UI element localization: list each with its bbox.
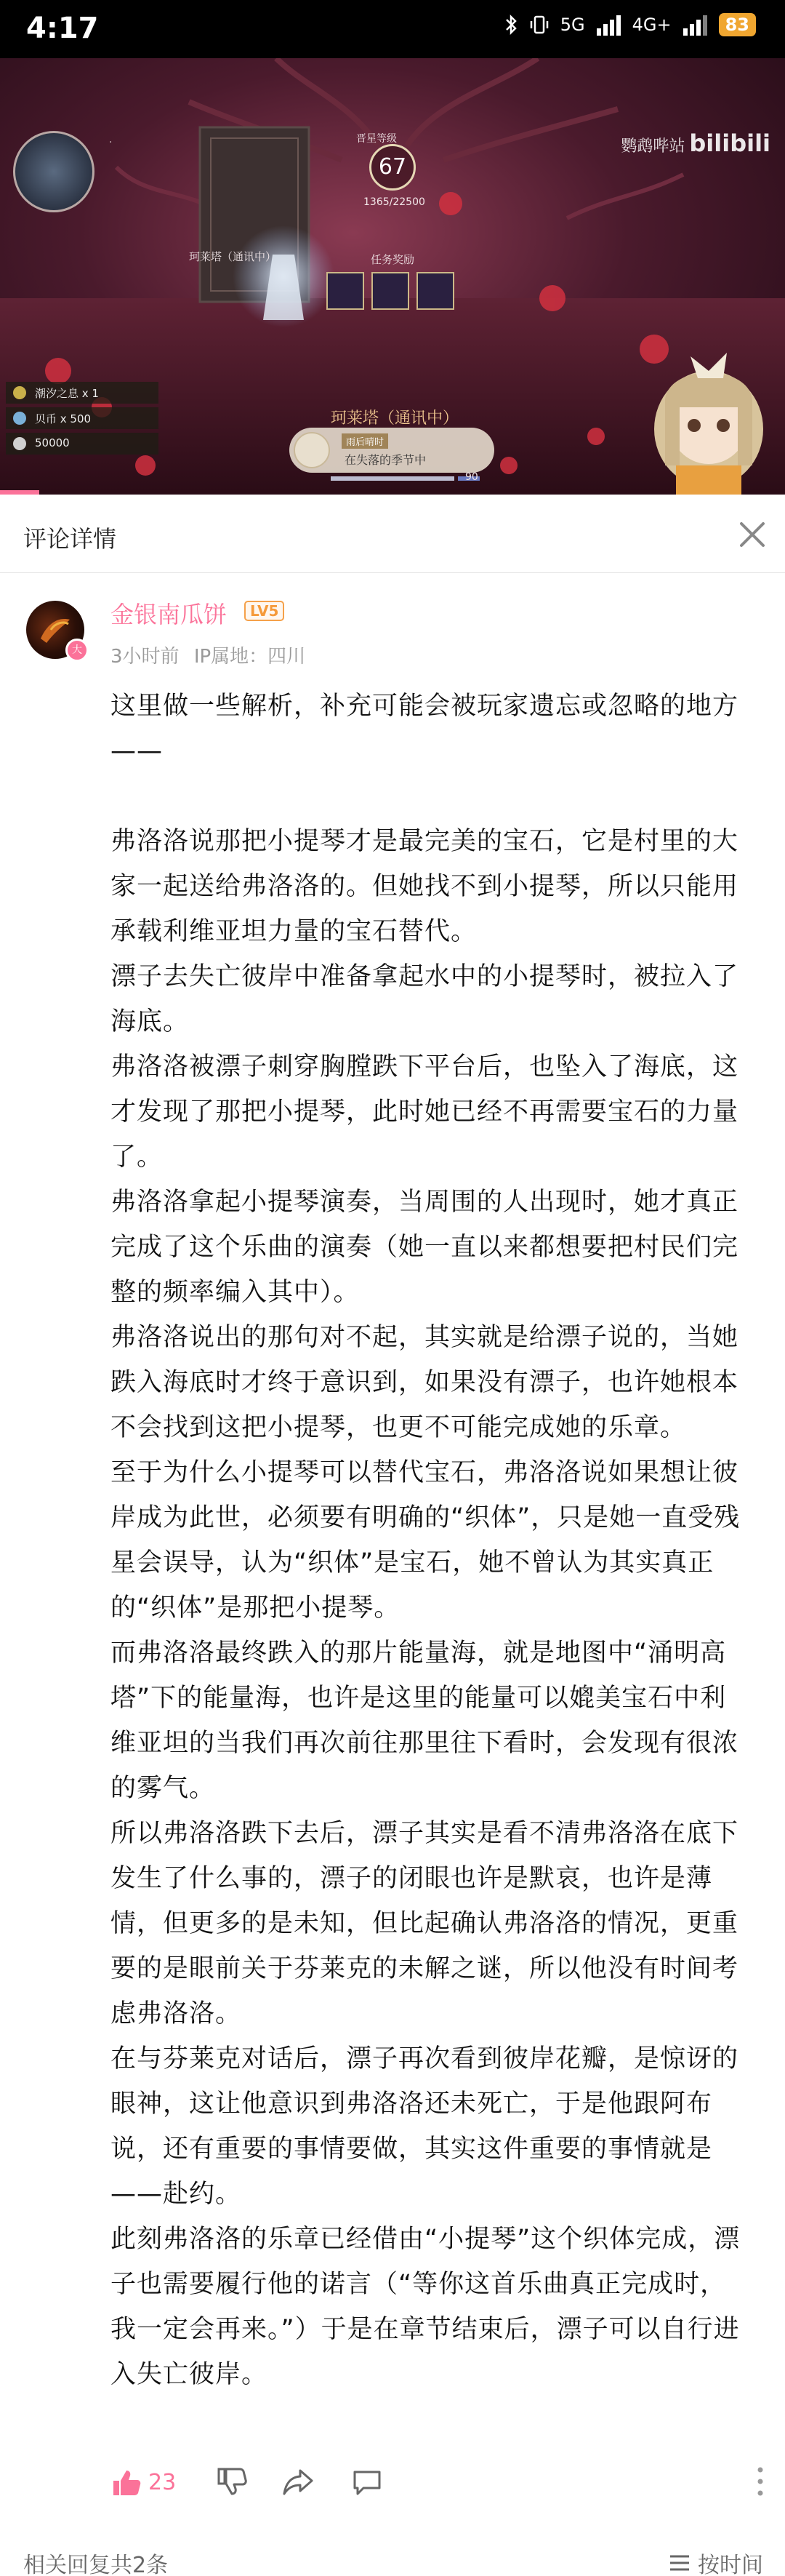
network-label: 5G xyxy=(560,15,585,35)
avatar[interactable] xyxy=(26,601,84,659)
minimap[interactable] xyxy=(13,131,94,212)
comment-paragraph: 此刻弗洛洛的乐章已经借由“小提琴”这个织体完成，漂子也需要履行他的诺言（“等你这首乐曲真正完成时，我一定会再来。”）于是在章节结束后，漂子可以自行进入失亡彼岸。 xyxy=(110,2225,741,2389)
share-icon xyxy=(281,2466,315,2498)
quest-hint-title: 雨后晴时 xyxy=(342,433,388,449)
quest-hint-icon xyxy=(294,432,330,468)
character-name-big: 珂莱塔（通讯中） xyxy=(331,409,459,428)
comment-bubble-icon xyxy=(350,2466,384,2498)
comment-paragraph: 弗洛洛说那把小提琴才是最完美的宝石，它是村里的大家一起送给弗洛洛的。但她找不到小提琴，所以只能用承载利维亚坦力量的宝石替代。 xyxy=(110,827,739,946)
timer-text: 90 xyxy=(465,471,478,483)
hud-item-2: 贝币 x 500 xyxy=(6,407,158,429)
signal2-icon xyxy=(683,14,707,36)
share-button[interactable] xyxy=(281,2464,315,2500)
avatar-badge: 大 xyxy=(65,639,89,662)
comment-meta xyxy=(110,641,305,668)
username[interactable]: 金银南瓜饼 xyxy=(110,601,228,628)
comment-paragraph: 弗洛洛说出的那句对不起，其实就是给漂子说的，当她跌入海底时才终于意识到，如果没有漂子，也许她根本不会找到这把小提琴，也更不可能完成她的乐章。 xyxy=(110,1323,739,1442)
comment-paragraph: 弗洛洛被漂子刺穿胸膛跌下平台后，也坠入了海底，这才发现了那把小提琴，此时她已经不再需要宝石的力量了。 xyxy=(110,1052,739,1172)
reply-button[interactable] xyxy=(350,2464,384,2500)
comment-paragraph: 漂子去失亡彼岸中准备拿起水中的小提琴时，被拉入了海底。 xyxy=(110,962,739,1036)
sort-label: 按时间 xyxy=(698,2553,763,2576)
comment-time: 3小时前 xyxy=(110,646,180,668)
like-count: 23 xyxy=(148,2469,177,2495)
like-button[interactable] xyxy=(110,2464,176,2500)
level-badge: 67 xyxy=(369,144,416,191)
quest-hint xyxy=(289,428,494,473)
character-name-small: 珂莱塔（通讯中） xyxy=(189,250,277,263)
level-label: 晋星等级 xyxy=(356,133,397,145)
status-time: 4:17 xyxy=(26,12,99,45)
vibrate-icon xyxy=(530,14,549,36)
comment-paragraph: 至于为什么小提琴可以替代宝石，弗洛洛说如果想让彼岸成为此世，必须要有明确的“织体”，只是她一直受残星会误导，认为“织体”是宝石，她不曾认为其实真正的“织体”是那把小提琴。 xyxy=(110,1458,741,1623)
comment-paragraph: 而弗洛洛最终跌入的那片能量海，就是地图中“涌明高塔”下的能量海，也许是这里的能量可以媲美宝石中利维亚坦的当我们再次前往那里往下看时，会发现有很浓的雾气。 xyxy=(110,1639,739,1803)
status-icons xyxy=(504,13,756,36)
comment-paragraph: 弗洛洛拿起小提琴演奏，当周围的人出现时，她才真正完成了这个乐曲的演奏（她一直以来都想要把村民们完整的频率编入其中）。 xyxy=(110,1188,739,1307)
close-icon[interactable] xyxy=(734,516,770,553)
video-player[interactable] xyxy=(0,58,785,495)
watermark: 鹦鹉哔站 bilibili xyxy=(621,129,770,157)
reply-count: 相关回复共2条 xyxy=(23,2553,169,2576)
network2-label: 4G+ xyxy=(632,15,672,35)
sort-icon xyxy=(669,2553,691,2572)
bilibili-logo: bilibili xyxy=(689,129,770,157)
bluetooth-icon xyxy=(504,14,518,36)
comment-paragraph: 这里做一些解析，补充可能会被玩家遗忘或忽略的地方—— xyxy=(110,692,739,766)
signal-icon xyxy=(597,14,621,36)
more-options-icon[interactable] xyxy=(756,2465,765,2497)
comment-actions xyxy=(110,2460,765,2503)
status-bar xyxy=(0,0,785,58)
battery-indicator: 83 xyxy=(719,13,756,36)
comment-paragraph xyxy=(110,774,750,819)
thumbs-up-icon xyxy=(110,2466,142,2498)
hud-item-1: 潮汐之息 x 1 xyxy=(6,382,158,404)
user-level-badge: LV5 xyxy=(244,601,284,621)
comment-paragraph: 所以弗洛洛跌下去后，漂子其实是看不清弗洛洛在底下发生了什么事的，漂子的闭眼也许是默哀，也许是薄情，但更多的是未知，但比起确认弗洛洛的情况，更重要的是眼前关于芬莱克的未解之谜，所以他没有时间考虑弗洛洛。 xyxy=(110,1819,739,2028)
hud-item-3: 50000 xyxy=(6,433,158,455)
comment-body xyxy=(110,684,750,2397)
sort-button[interactable] xyxy=(669,2547,763,2576)
comment-paragraph: 在与芬莱克对话后，漂子再次看到彼岸花瓣，是惊讶的眼神，这让他意识到弗洛洛还未死亡，于是他跟阿布说，还有重要的事情要做，其实这件重要的事情就是——赴约。 xyxy=(110,2044,739,2209)
dislike-button[interactable] xyxy=(216,2464,248,2500)
page-title: 评论详情 xyxy=(23,525,117,553)
xp-text: 1365/22500 xyxy=(363,196,425,208)
comment-ip: IP属地：四川 xyxy=(193,646,306,668)
replies-footer xyxy=(0,2531,785,2576)
hud-mini-text: · xyxy=(109,137,113,148)
comment-detail-header xyxy=(0,495,785,573)
reward-label: 任务奖励 xyxy=(371,253,415,266)
quest-hint-text: 在失落的季节中 xyxy=(345,453,427,467)
thumbs-down-icon xyxy=(216,2466,248,2498)
